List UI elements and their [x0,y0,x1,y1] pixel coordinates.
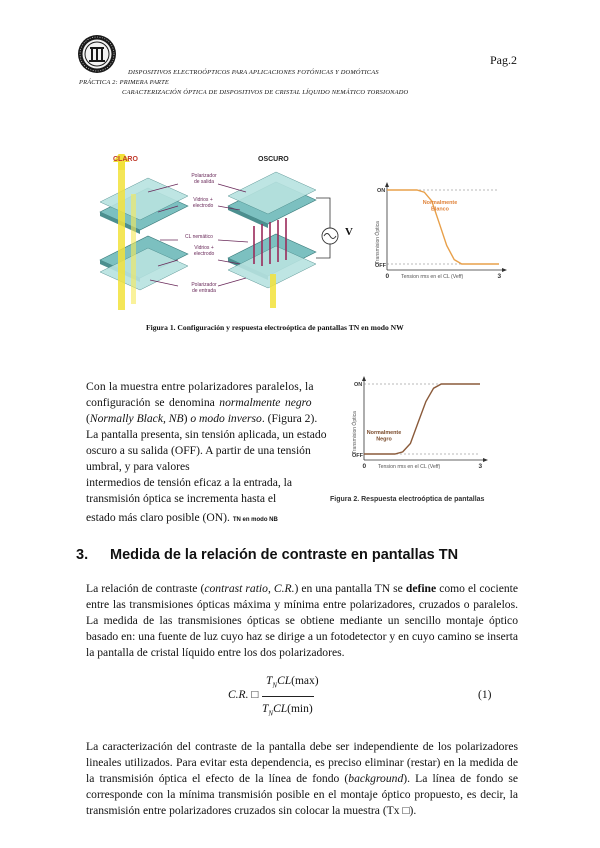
y-tick-label: ON [377,188,386,194]
text: N [272,681,278,690]
y-axis-label: Transmision Óptica [352,411,358,454]
page-number: Pag.2 [490,53,517,67]
text-bold: define [405,582,437,595]
label-line: Polarizador [191,173,217,179]
text-italic: o modo inverso [190,412,262,425]
header-course-title: DISPOSITIVOS ELECTROÓPTICOS PARA APLICACIONES FOTÓNICAS Y DOMÓTICAS [128,69,379,76]
text: (max) [291,675,319,687]
x-tick-label: 0 [385,273,390,280]
text: Con la muestra entre polarizadores paralelos, la [86,380,314,393]
x-axis-label: Tension rms en el CL (Veff) [401,274,464,280]
university-logo [77,34,117,74]
text: estado más claro posible (ON). [86,511,230,524]
text: . (Figura 2). [261,412,318,425]
label-polarizador-salida [184,173,224,185]
text: CL [277,675,292,687]
text: (min) [287,703,313,715]
text: CL [273,703,288,715]
chart-normally-black [340,372,500,480]
x-tick-label: 3 [497,273,502,280]
equation-numerator [266,675,319,689]
text: ). La línea de fondo se corresponde con la mínima transmisión posible en el montaje óptico propuesto, es decir, la transmisión entre polarizadores cruzados sin colocar la muestra (Tx □). [86,772,518,817]
text: ) en una pantalla TN se [294,582,406,595]
intro-line-2 [86,396,312,409]
x-tick-label: 0 [362,463,367,470]
x-axis-arrow [483,458,488,462]
label-cl-nematico: CL nemático [185,234,213,240]
intro-line-5: oscuro a su salida (OFF). A partir de una tensión [86,444,311,457]
equation-denominator [262,703,313,717]
text-italic: Normally Black, NB [89,412,184,425]
text: T [262,703,269,715]
y-tick-label: OFF [352,453,363,459]
intro-line-4: La pantalla presenta, sin tensión aplicada, un estado [86,428,327,441]
text: □ [251,689,259,701]
text: configuración se denomina [86,396,220,409]
label-oscuro: OSCURO [258,156,289,163]
header-practice: PRÁCTICA 2: PRIMERA PARTE [79,79,170,86]
x-axis-arrow [502,268,507,272]
intro-line-9 [86,511,278,524]
section-title: Medida de la relación de contraste en pantallas TN [110,547,459,563]
text-small: TN en modo NB [232,517,278,523]
header-subtitle: CARACTERIZACIÓN ÓPTICA DE DISPOSITIVOS DE CRISTAL LÍQUIDO NEMÁTICO TORSIONADO [122,89,409,96]
series-line [364,384,480,454]
intro-line-8: transmisión óptica se incrementa hasta el [86,492,277,505]
fraction-bar [262,696,314,697]
figure2-caption: Figura 2. Respuesta electroóptica de pantallas [330,496,485,503]
text: ( [86,412,90,425]
equation-number: (1) [478,689,492,701]
text: La caracterización del contraste de la pantalla debe ser independiente de los polarizadores lineales utilizados. Para evitar esta dependencia, es preciso eliminar (restar) en la medida de la transmisión óptica el efecto de la línea de fondo ( [86,740,518,785]
x-tick-label: 3 [478,463,483,470]
figure1-caption: Figura 1. Configuración y respuesta electroóptica de pantallas TN en modo NW [146,323,404,332]
text: La relación de contraste ( [86,582,205,595]
y-tick-label: OFF [375,263,386,269]
label-claro: CLARO [113,156,138,163]
text-italic: C.R. [273,582,295,595]
legend-label: Negro [376,436,392,443]
text: , [267,582,274,595]
y-axis-arrow [362,376,366,381]
label-line: Vidrios + [194,245,214,251]
text-italic: background [348,772,404,785]
label-polarizador-entrada [184,282,224,294]
text-italic: normalmente negro [219,396,312,409]
y-axis-label: Transmision Óptica [375,221,381,264]
label-v: V [345,226,353,238]
label-line: electrodo [192,203,214,209]
label-line: electrodo [193,251,215,257]
legend-label: Normalmente [422,200,458,206]
legend-label: Blanco [431,206,449,213]
x-axis-label: Tension rms en el CL (Veff) [378,464,441,470]
text: T [266,675,273,687]
text: N [268,709,274,718]
text: C.R. [228,689,252,701]
equation-1 [228,672,492,722]
equation-lhs [228,689,258,701]
legend-label: Normalmente [366,430,402,436]
intro-line-1 [86,380,314,393]
y-tick-label: ON [354,382,363,388]
label-line: Polarizador [191,282,217,288]
label-line: de entrada [192,288,216,294]
label-line: de salida [193,179,214,185]
label-vidrios [183,197,223,209]
text-italic: contrast ratio [204,582,268,595]
text: ) [183,412,191,425]
text: como el cociente entre las transmisiones ópticas máxima y mínima entre polarizadores, cruzados o paralelos. La medida de las transmisiones ópticas se obtiene mediante un sencillo montaje óptico basado en: una fuente de luz cuyo haz se dirige a un fotodetector y en cuyo camino se inserta la pantalla de cristal líquido entre los dos polarizadores. [86,582,519,659]
label-vidrios-electrodo [184,245,224,257]
chart-normally-white [365,178,515,290]
intro-line-7: intermedios de tensión eficaz a la entrada, la [86,476,293,489]
intro-line-6: umbral, y para valores [86,460,190,473]
label-line: Vidrios + [193,197,213,203]
intro-line-3 [86,412,317,425]
paragraph-background [86,739,518,819]
y-axis-arrow [385,182,389,187]
section-number: 3. [76,547,89,563]
paragraph-contrast [86,581,518,661]
